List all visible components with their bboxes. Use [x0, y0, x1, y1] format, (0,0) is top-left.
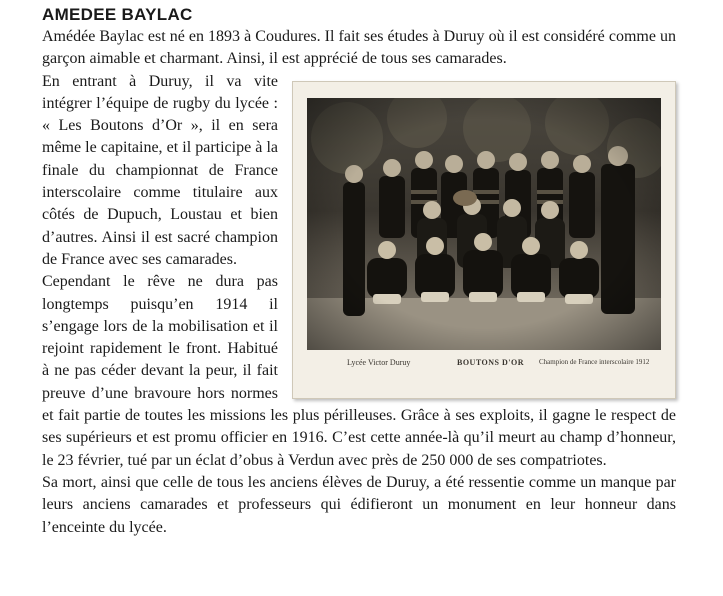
team-photo	[292, 81, 676, 399]
caption-team: BOUTONS D'OR	[457, 357, 524, 367]
caption-title: Champion de France interscolaire 1912	[539, 357, 650, 366]
caption-school: Lycée Victor Duruy	[347, 357, 411, 367]
article-paragraph-3: Cependant le rêve ne dura pas longtemps puisqu’en 1914 il s’engage lors de la mobilisation et il rejoint rapidement le front. Habitué à ne pas céder devant la peur, il fait preuve d’une bravoure hors normes et fait partie de toutes les missions les plus périlleuses. Grâce à ses exploits, il gagne le respect de ses supérieurs et est promu officier en 1916. C’est cette année-là qu’il meurt au champ d’honneur, le 23 février, tué par un éclat d’obus à Verdun avec près de 250 000 de ses compatriotes.	[42, 273, 676, 469]
article	[42, 4, 676, 539]
photo-caption	[307, 356, 661, 372]
team-photo-image	[307, 98, 661, 350]
article-paragraph-4: Sa mort, ainsi que celle de tous les anciens élèves de Duruy, a été ressentie comme un manque par leurs anciens camarades et professeurs qui édifieront un monument en leur honneur dans l’enceinte du lycée.	[42, 473, 676, 536]
article-title: AMEDEE BAYLAC	[42, 5, 193, 24]
article-paragraph-1: Amédée Baylac est né en 1893 à Coudures. Il fait ses études à Duruy où il est considéré comme un garçon aimable et charmant. Ainsi, il est apprécié de tous ses camarades.	[42, 28, 676, 68]
article-paragraph-2: En entrant à Duruy, il va vite intégrer l’équipe de rugby du lycée : « Les Boutons d’Or », il en sera même le capitaine, et il participe à la finale du championnat de France interscolaire comme titulaire aux côtés de Dupuch, Loustau et bien d’autres. Ainsi il est sacré champion de France avec ses camarades.	[42, 72, 278, 268]
